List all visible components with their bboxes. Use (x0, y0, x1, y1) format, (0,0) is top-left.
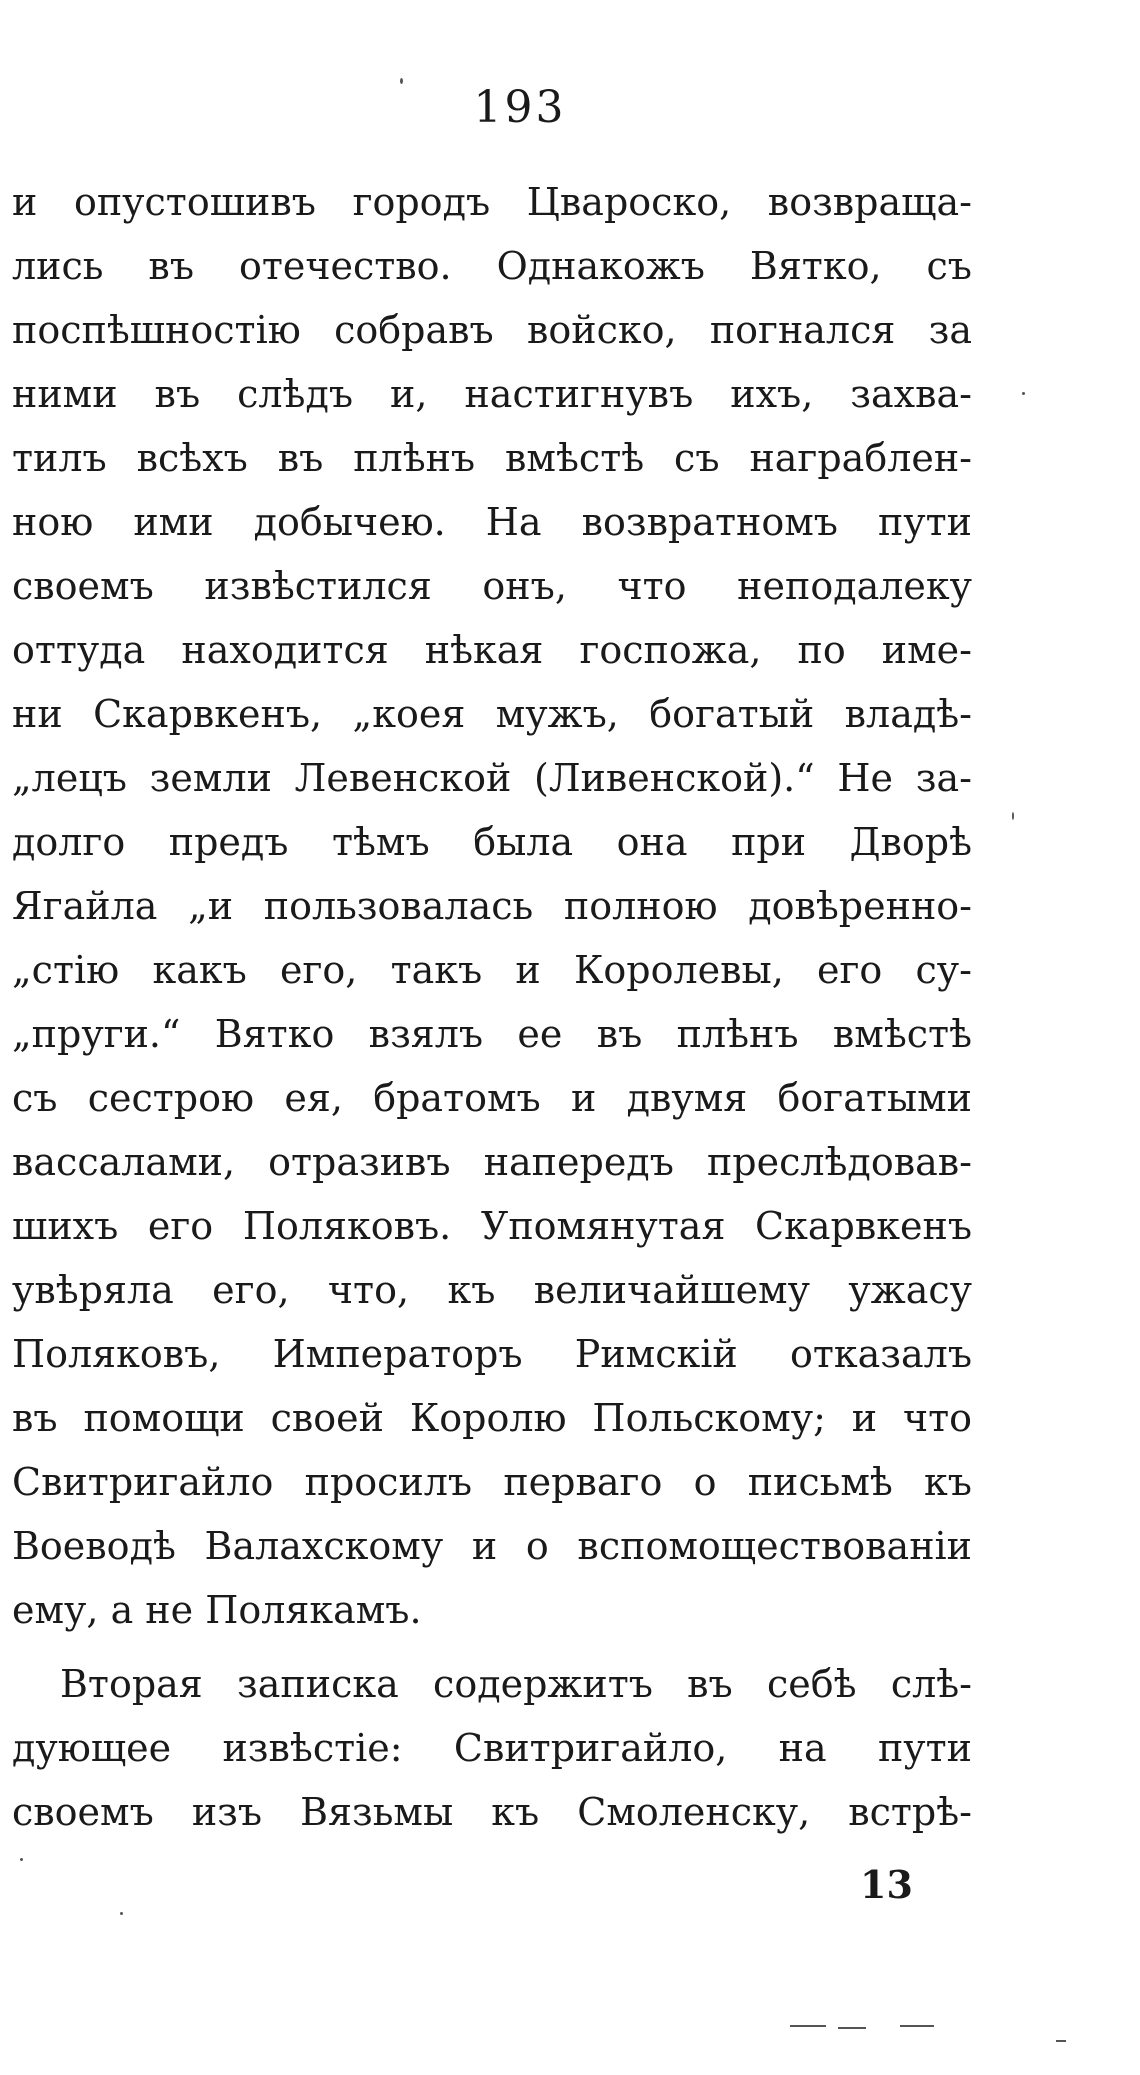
text-line: поспѣшностію собравъ войско, погнался за (12, 308, 972, 352)
text-line: ему, а не Полякамъ. (12, 1588, 422, 1632)
text-line: „лецъ земли Левенской (Ливенской).“ Не за- (12, 756, 972, 800)
text-line: своемъ изъ Вязьмы къ Смоленску, встрѣ- (12, 1790, 972, 1834)
scan-speck (400, 78, 403, 84)
text-line: ними въ слѣдъ и, настигнувъ ихъ, захва- (12, 372, 972, 416)
text-line: дующее извѣстіе: Свитригайло, на пути (12, 1726, 972, 1770)
text-line: Воеводѣ Валахскому и о вспомоществованіи (12, 1524, 972, 1568)
signature-mark: 13 (860, 1862, 913, 1907)
scan-speck (1022, 392, 1025, 395)
page-number: 193 (473, 82, 567, 133)
text-line: „стію какъ его, такъ и Королевы, его су- (12, 948, 972, 992)
text-line: шихъ его Поляковъ. Упомянутая Скарвкенъ (12, 1204, 972, 1248)
scan-speck (1012, 812, 1014, 820)
text-line: оттуда находится нѣкая госпожа, по име- (12, 628, 972, 672)
scan-mark (790, 2025, 826, 2027)
text-line: и опустошивъ городъ Цвароско, возвраща- (12, 180, 972, 224)
scan-mark (1056, 2040, 1066, 2042)
scan-mark (900, 2025, 934, 2027)
text-line: съ сестрою ея, братомъ и двумя богатыми (12, 1076, 972, 1120)
text-line: увѣряла его, что, къ величайшему ужасу (12, 1268, 972, 1312)
text-line: Поляковъ, Императоръ Римскій отказалъ (12, 1332, 972, 1376)
text-line: вассалами, отразивъ напередъ преслѣдовав- (12, 1140, 972, 1184)
paragraph-first-line: Вторая записка содержитъ въ себѣ слѣ- (60, 1662, 972, 1706)
text-line: тилъ всѣхъ въ плѣнъ вмѣстѣ съ награблен- (12, 436, 972, 480)
text-line: своемъ извѣстился онъ, что неподалеку (12, 564, 972, 608)
scan-speck (120, 1912, 123, 1915)
text-line: „пруги.“ Вятко взялъ ее въ плѣнъ вмѣстѣ (12, 1012, 972, 1056)
text-line: ни Скарвкенъ, „коея мужъ, богатый владѣ- (12, 692, 972, 736)
text-line: долго предъ тѣмъ была она при Дворѣ (12, 820, 972, 864)
scan-speck (20, 1858, 23, 1861)
scan-mark (838, 2027, 866, 2029)
text-line: ною ими добычею. На возвратномъ пути (12, 500, 972, 544)
text-line: Свитригайло просилъ перваго о письмѣ къ (12, 1460, 972, 1504)
text-line: въ помощи своей Королю Польскому; и что (12, 1396, 972, 1440)
text-line: лись въ отечество. Однакожъ Вятко, съ (12, 244, 972, 288)
text-line: Ягайла „и пользовалась полною довѣренно- (12, 884, 972, 928)
